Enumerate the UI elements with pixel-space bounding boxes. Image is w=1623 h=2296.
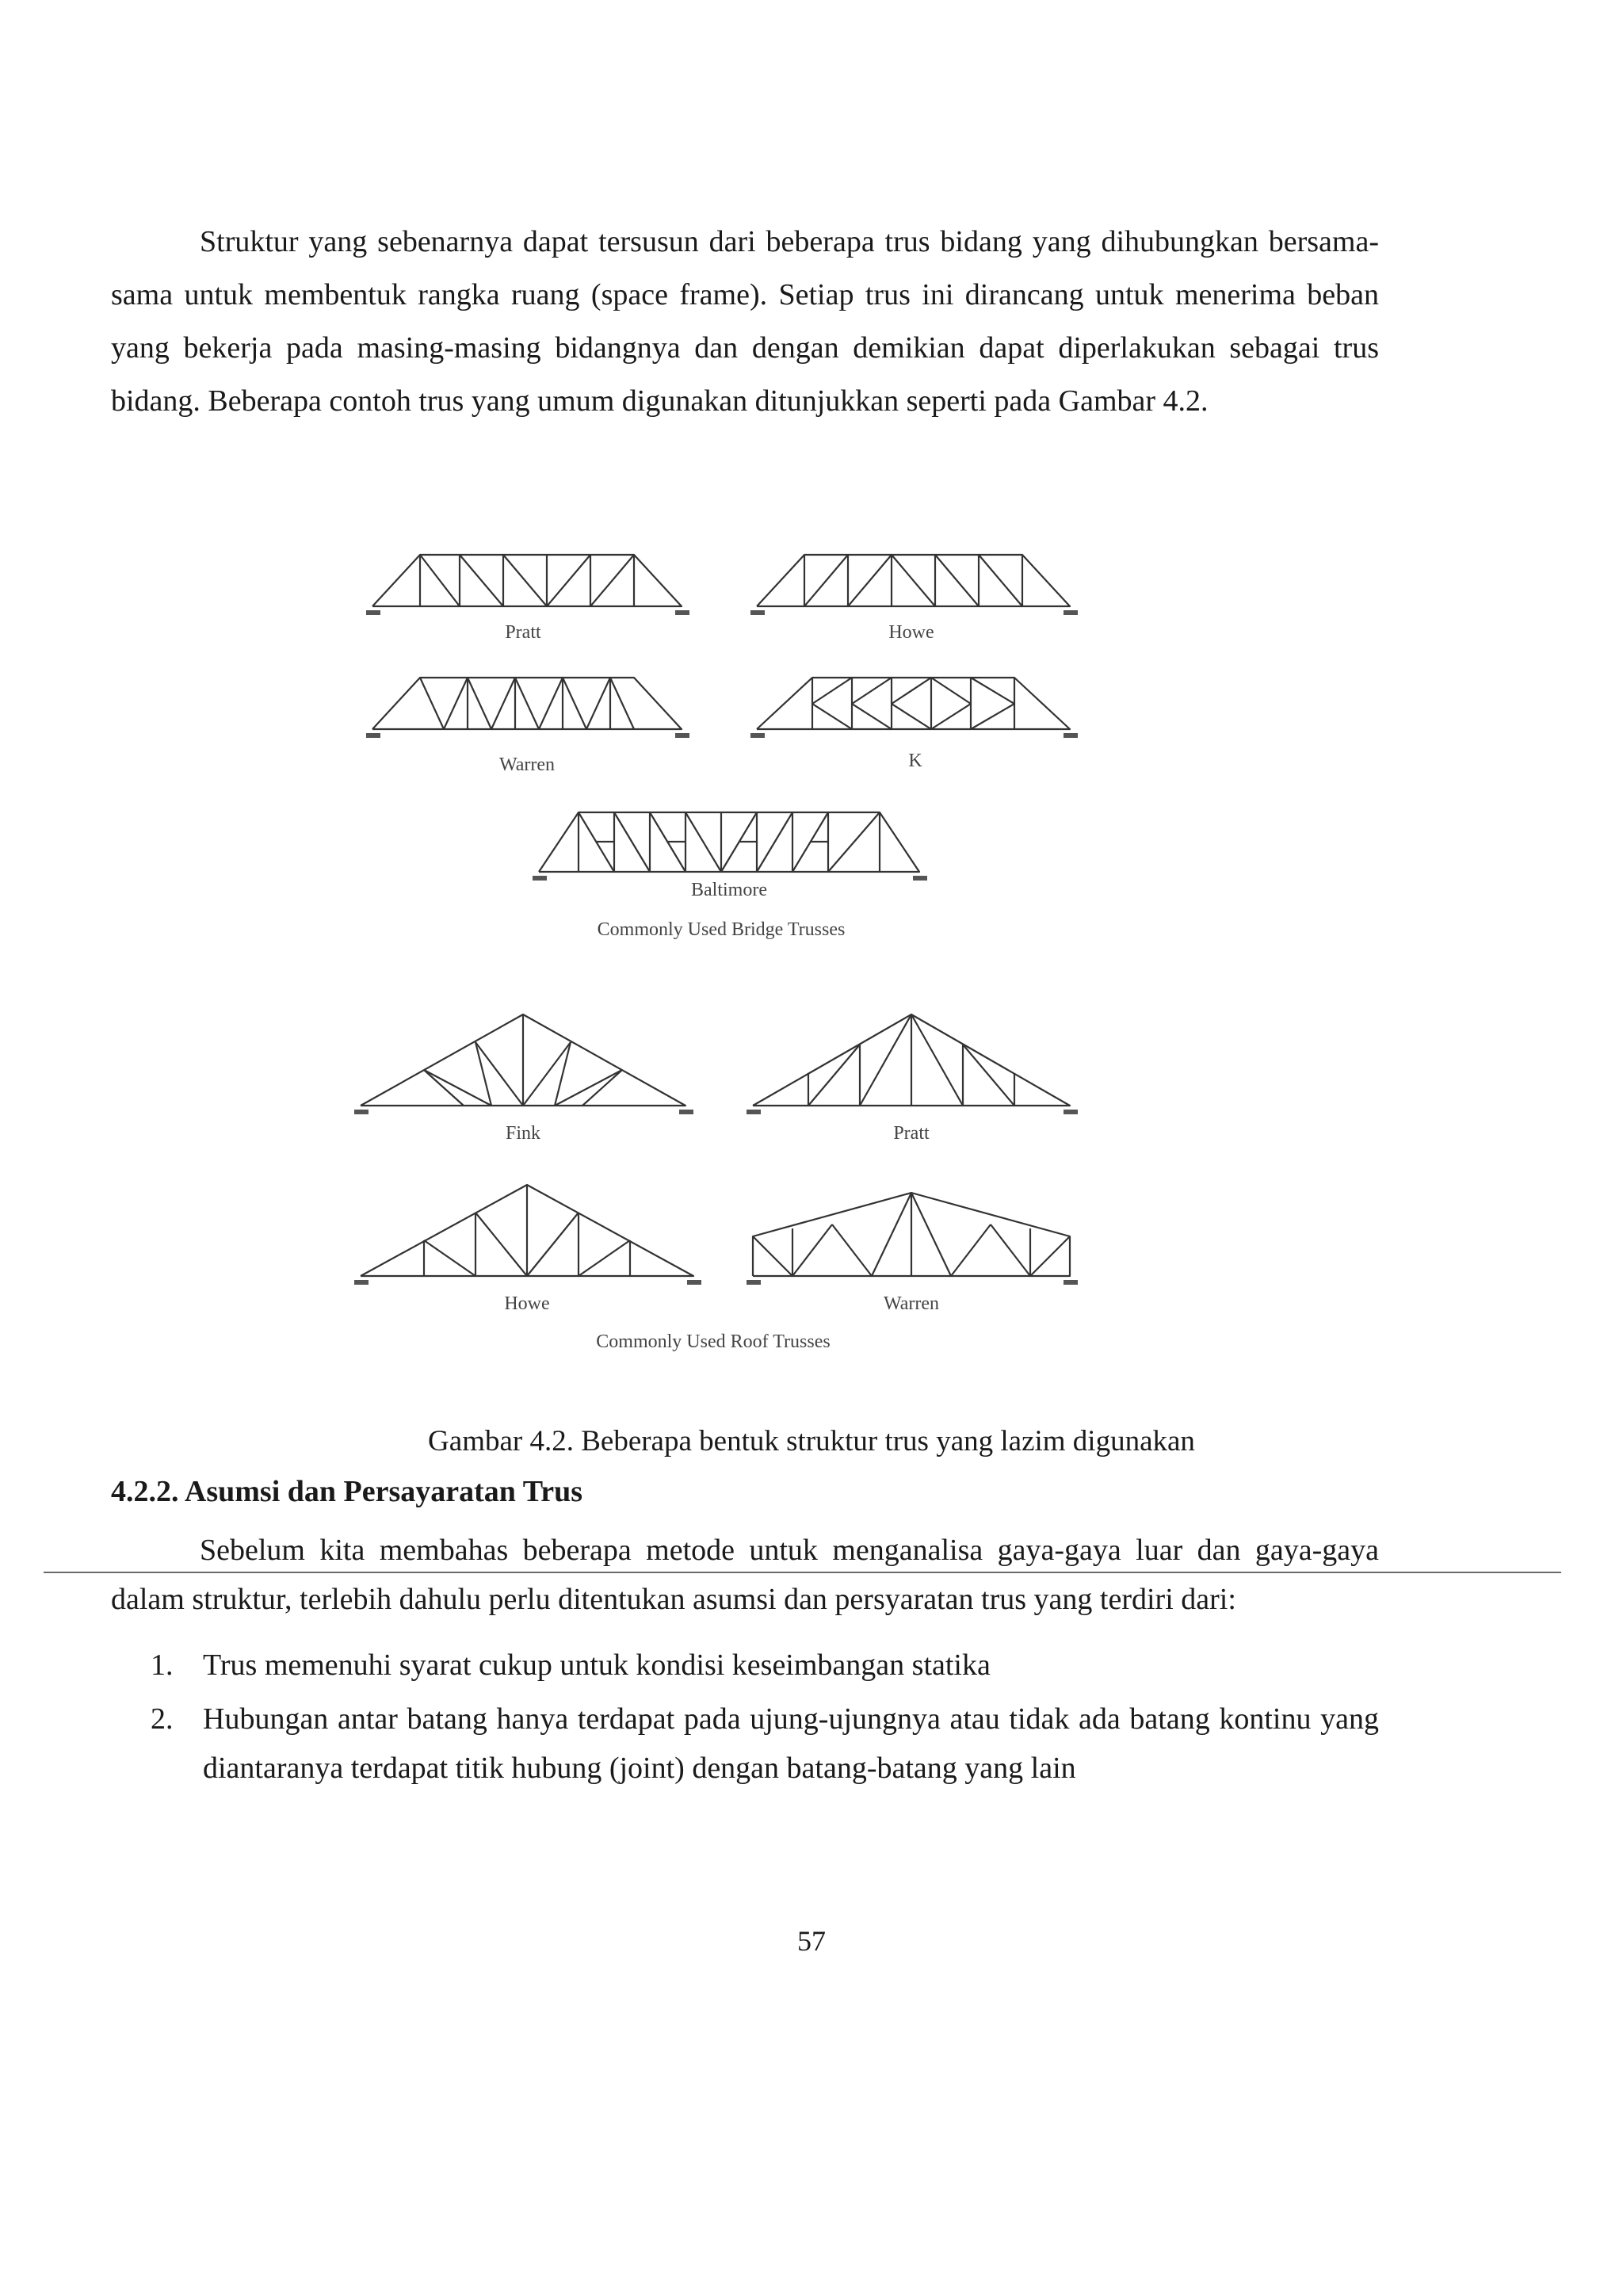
howe-roof-truss bbox=[361, 1185, 693, 1276]
pratt-bridge-truss bbox=[372, 555, 682, 606]
section-heading: 4.2.2. Asumsi dan Persayaratan Trus bbox=[111, 1475, 583, 1508]
k-bridge-truss bbox=[757, 678, 1070, 729]
list-item-text: Trus memenuhi syarat cukup untuk kondisi keseimbangan statika bbox=[203, 1648, 991, 1682]
warren-bridge-truss bbox=[372, 678, 682, 729]
label-warren-roof: Warren bbox=[883, 1293, 940, 1314]
label-howe-roof: Howe bbox=[504, 1293, 550, 1314]
warren-roof-truss bbox=[753, 1193, 1070, 1276]
bridge-group-caption: Commonly Used Bridge Trusses bbox=[597, 919, 846, 940]
figure-caption: Gambar 4.2. Beberapa bentuk struktur trus yang lazim digunakan bbox=[428, 1425, 1195, 1457]
page-number: 57 bbox=[797, 1925, 826, 1957]
scan-line-divider bbox=[44, 1572, 1561, 1573]
label-fink-roof: Fink bbox=[505, 1123, 541, 1144]
list-item bbox=[151, 1694, 1379, 1793]
intro-paragraph: Struktur yang sebenarnya dapat tersusun dari beberapa trus bidang yang dihubungkan bersama-sama untuk membentuk rangka ruang (space frame). Setiap trus ini dirancang untuk menerima beban yang bekerja pada masing-masing bidangnya dan dengan demikian dapat diperlakukan sebagai trus bidang. Beberapa contoh trus yang umum digunakan ditunjukkan seperti pada Gambar 4.2. bbox=[111, 225, 1379, 418]
list-item-number: 2. bbox=[151, 1702, 174, 1736]
pratt-roof-truss bbox=[753, 1014, 1070, 1106]
list-item-text: Hubungan antar batang hanya terdapat pada ujung-ujungnya atau tidak ada batang kontinu yang diantaranya terdapat titik hubung (joint) dengan batang-batang yang lain bbox=[203, 1702, 1379, 1785]
label-pratt-bridge: Pratt bbox=[505, 622, 541, 643]
label-k-bridge: K bbox=[908, 751, 922, 771]
section-paragraph: Sebelum kita membahas beberapa metode untuk menganalisa gaya-gaya luar dan gaya-gaya dalam struktur, terlebih dahulu perlu ditentukan asumsi dan persyaratan trus yang terdiri dari: bbox=[111, 1534, 1379, 1616]
label-howe-bridge: Howe bbox=[888, 622, 934, 643]
list-item-number: 1. bbox=[151, 1648, 174, 1682]
howe-bridge-truss bbox=[757, 555, 1070, 606]
roof-group-caption: Commonly Used Roof Trusses bbox=[596, 1331, 831, 1352]
label-pratt-roof: Pratt bbox=[893, 1123, 930, 1144]
label-warren-bridge: Warren bbox=[498, 755, 556, 775]
baltimore-bridge-truss bbox=[539, 812, 919, 872]
list-item bbox=[151, 1641, 1379, 1690]
requirements-list bbox=[151, 1641, 1379, 1797]
label-baltimore-bridge: Baltimore bbox=[691, 880, 767, 900]
fink-roof-truss bbox=[361, 1014, 685, 1106]
support-markers bbox=[354, 610, 1078, 1285]
